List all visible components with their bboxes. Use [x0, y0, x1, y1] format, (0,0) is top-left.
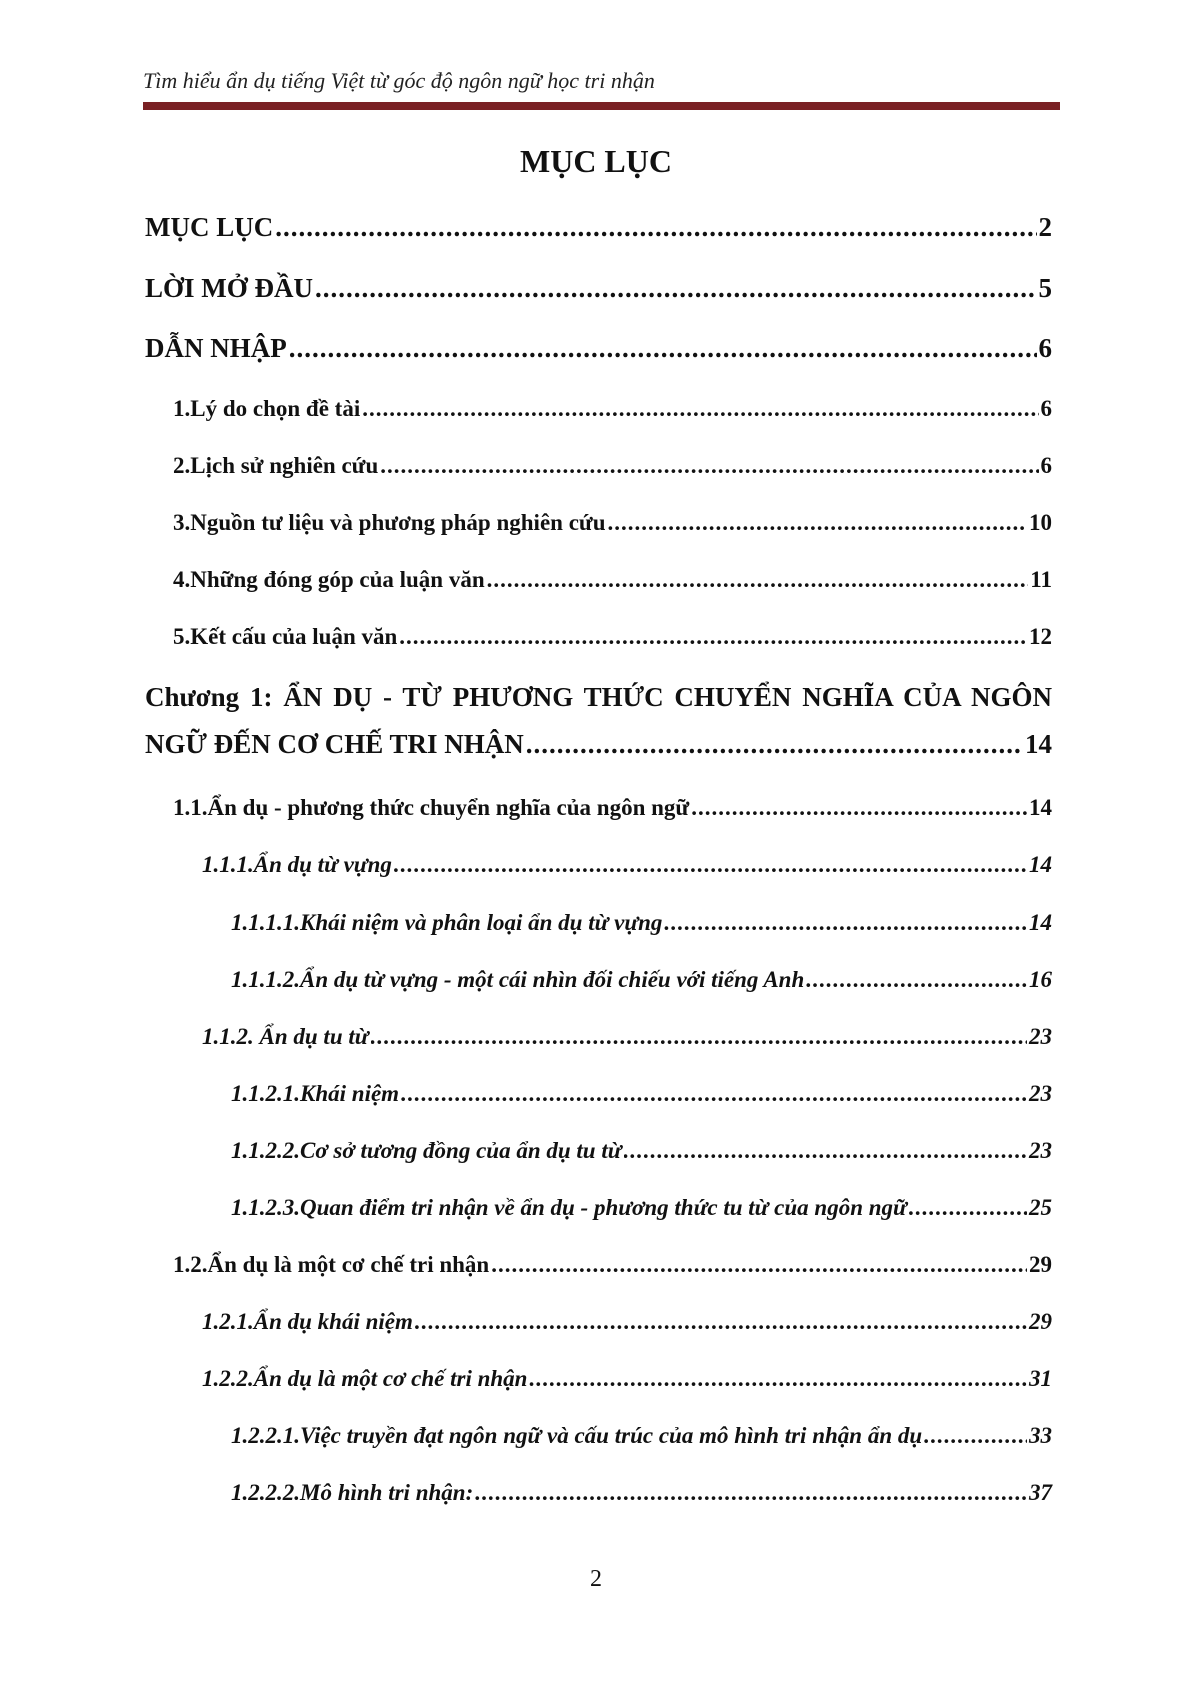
toc-entry[interactable]: [173, 396, 1052, 422]
toc-entry-page: 33: [1029, 1423, 1052, 1448]
toc-leader-dots: [475, 1480, 1027, 1506]
toc-entry[interactable]: [145, 273, 1052, 304]
toc-entry[interactable]: [145, 333, 1052, 364]
toc-leader-dots: [371, 1024, 1027, 1050]
toc-leader-dots: [526, 729, 1023, 760]
toc-entry-page: 29: [1029, 1309, 1052, 1334]
toc-entry-page: 5: [1038, 273, 1052, 303]
toc-entry-page: 11: [1030, 567, 1052, 592]
toc-entry-page: 14: [1029, 795, 1052, 820]
toc-entry[interactable]: [173, 624, 1052, 650]
toc-leader-dots: [624, 1138, 1027, 1164]
toc-leader-dots: [691, 795, 1027, 821]
toc-entry-label: 1.1.Ẩn dụ - phương thức chuyển nghĩa của ngôn ngữ: [173, 795, 690, 820]
page-title: MỤC LỤC: [520, 143, 672, 179]
toc-leader-dots: [608, 510, 1028, 536]
toc-entry-label: NGỮ ĐẾN CƠ CHẾ TRI NHẬN: [145, 729, 524, 759]
toc-entry-label: 1.2.1.Ẩn dụ khái niệm: [202, 1309, 413, 1334]
toc-entry-page: 31: [1029, 1366, 1052, 1391]
toc-entry-page: 14: [1029, 852, 1052, 877]
toc-entry-page: 12: [1029, 624, 1052, 649]
toc-leader-dots: [909, 1195, 1027, 1221]
toc-leader-dots: [487, 567, 1029, 593]
toc-chapter-heading[interactable]: Chương 1: ẨN DỤ - TỪ PHƯƠNG THỨC CHUYỂN NGHĨA CỦA NGÔN: [145, 682, 1052, 712]
toc-entry[interactable]: [202, 1024, 1052, 1050]
toc-entry[interactable]: [202, 852, 1052, 878]
toc-entry[interactable]: [173, 795, 1052, 821]
toc-leader-dots: [362, 396, 1038, 422]
toc-entry-page: 6: [1038, 333, 1052, 363]
toc-leader-dots: [289, 333, 1037, 364]
toc-entry-page: 23: [1029, 1081, 1052, 1106]
toc-leader-dots: [924, 1423, 1027, 1449]
toc-entry-page: 14: [1025, 729, 1052, 759]
toc-leader-dots: [399, 624, 1027, 650]
toc-leader-dots: [315, 273, 1037, 304]
toc-leader-dots: [394, 852, 1027, 878]
toc-entry-label: 1.2.Ẩn dụ là một cơ chế tri nhận: [173, 1252, 490, 1277]
toc-entry-label: 1.1.1.2.Ẩn dụ từ vựng - một cái nhìn đối chiếu với tiếng Anh: [231, 967, 805, 992]
toc-entry-label: 1.1.2.2.Cơ sở tương đồng của ẩn dụ tu từ: [231, 1138, 622, 1163]
toc-entry-label: 3.Nguồn tư liệu và phương pháp nghiên cứu: [173, 510, 606, 535]
toc-entry-label: 2.Lịch sử nghiên cứu: [173, 453, 379, 478]
toc-entry-label: 4.Những đóng góp của luận văn: [173, 567, 485, 592]
toc-entry[interactable]: [231, 1480, 1052, 1506]
toc-entry-label: 5.Kết cấu của luận văn: [173, 624, 398, 649]
header-rule: [143, 102, 1060, 110]
running-header: Tìm hiểu ẩn dụ tiếng Việt từ góc độ ngôn ngữ học tri nhận: [143, 68, 655, 93]
toc-entry-label: 1.1.1.1.Khái niệm và phân loại ẩn dụ từ vựng: [231, 910, 663, 935]
toc-entry-page: 2: [1038, 212, 1052, 242]
toc-entry-page: 23: [1029, 1138, 1052, 1163]
toc-entry[interactable]: [173, 510, 1052, 536]
toc-entry[interactable]: [145, 729, 1052, 760]
toc-entry[interactable]: [173, 567, 1052, 593]
toc-leader-dots: [664, 910, 1027, 936]
toc-entry[interactable]: [231, 1423, 1052, 1449]
toc-leader-dots: [380, 453, 1038, 479]
toc-entry-page: 23: [1029, 1024, 1052, 1049]
toc-entry-page: 6: [1040, 453, 1052, 478]
toc-entry-label: 1.1.2.3.Quan điểm tri nhận về ẩn dụ - phương thức tu từ của ngôn ngữ: [231, 1195, 907, 1220]
toc-entry[interactable]: [231, 1195, 1052, 1221]
toc-entry[interactable]: [145, 212, 1052, 243]
toc-entry[interactable]: [202, 1309, 1052, 1335]
toc-entry-label: DẪN NHẬP: [145, 333, 287, 363]
toc-entry-label: 1.1.2.1.Khái niệm: [231, 1081, 400, 1106]
toc-leader-dots: [529, 1366, 1027, 1392]
toc-leader-dots: [806, 967, 1027, 993]
toc-entry-label: LỜI MỞ ĐẦU: [145, 273, 313, 303]
toc-entry-label: MỤC LỤC: [145, 212, 274, 242]
toc-leader-dots: [275, 212, 1036, 243]
toc-entry-page: 29: [1029, 1252, 1052, 1277]
toc-entry-page: 10: [1029, 510, 1052, 535]
toc-entry-label: 1.1.2. Ẩn dụ tu từ: [202, 1024, 369, 1049]
toc-entry-page: 37: [1029, 1480, 1052, 1505]
toc-entry-label: 1.2.2.1.Việc truyền đạt ngôn ngữ và cấu trúc của mô hình tri nhận ẩn dụ: [231, 1423, 923, 1448]
toc-entry-page: 16: [1029, 967, 1052, 992]
toc-entry-page: 25: [1029, 1195, 1052, 1220]
toc-entry-label: 1.2.2.2.Mô hình tri nhận:: [231, 1480, 474, 1505]
toc-entry-label: 1.2.2.Ẩn dụ là một cơ chế tri nhận: [202, 1366, 528, 1391]
toc-entry[interactable]: [231, 1081, 1052, 1107]
toc-entry[interactable]: [231, 967, 1052, 993]
toc-entry-page: 14: [1029, 910, 1052, 935]
toc-entry[interactable]: [231, 910, 1052, 936]
toc-leader-dots: [415, 1309, 1027, 1335]
toc-entry[interactable]: [202, 1366, 1052, 1392]
toc-leader-dots: [491, 1252, 1027, 1278]
toc-entry[interactable]: [173, 453, 1052, 479]
toc-entry[interactable]: [173, 1252, 1052, 1278]
page-number: 2: [590, 1566, 602, 1592]
toc-entry-label: 1.1.1.Ẩn dụ từ vựng: [202, 852, 392, 877]
toc-entry-label: 1.Lý do chọn đề tài: [173, 396, 361, 421]
toc-leader-dots: [401, 1081, 1027, 1107]
toc-entry-page: 6: [1040, 396, 1052, 421]
toc-entry[interactable]: [231, 1138, 1052, 1164]
